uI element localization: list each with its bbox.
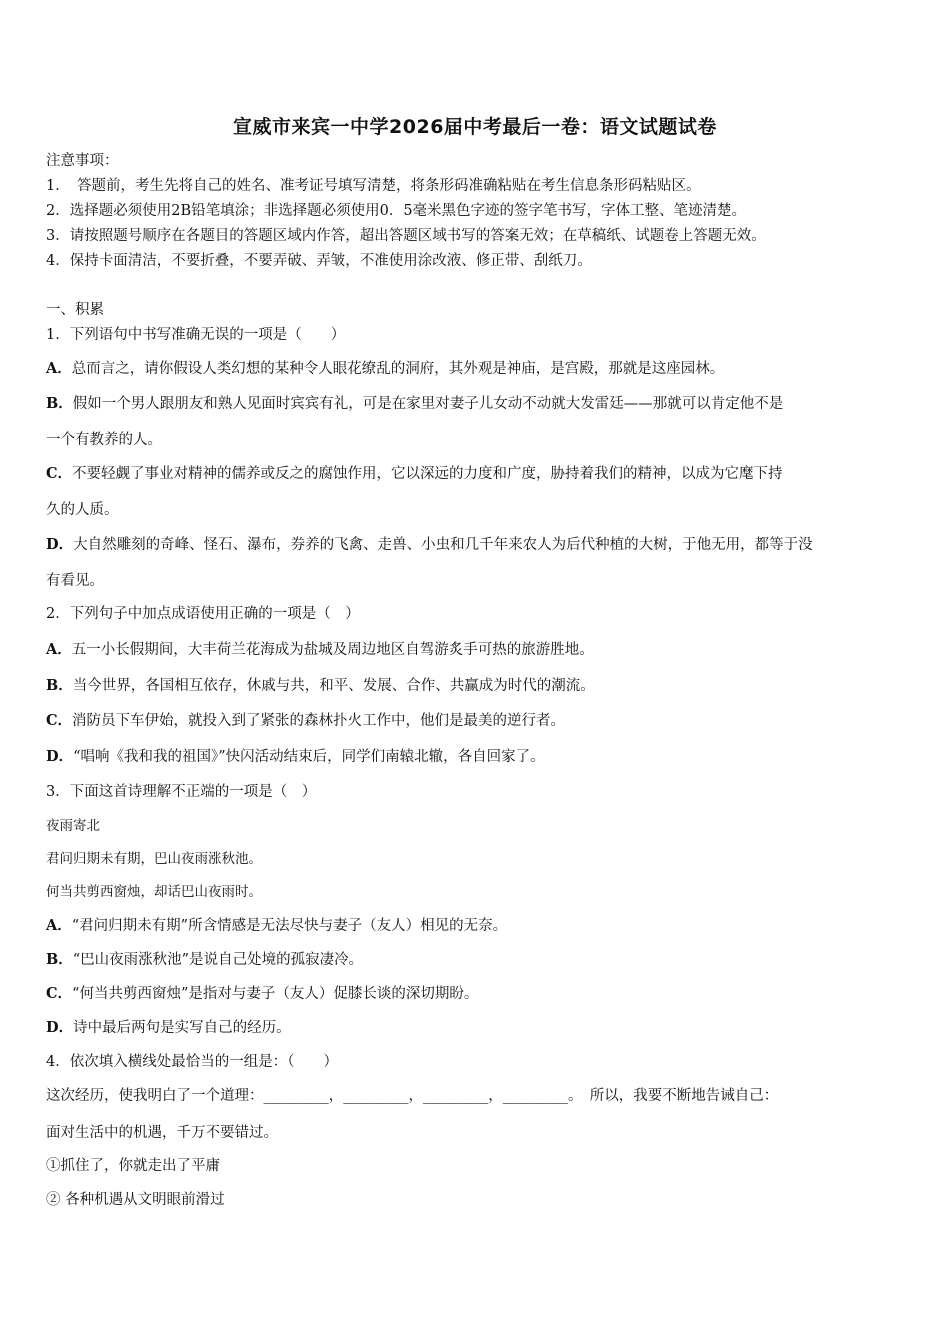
option-letter: A． xyxy=(46,360,72,377)
option-text: “何当共剪西窗烛”是指对与妻子（友人）促膝长谈的深切期盼。 xyxy=(72,986,479,1002)
q3-option-a xyxy=(46,916,507,936)
option-letter: C． xyxy=(46,465,73,482)
q4-item-2: ② 各种机遇从文明眼前滑过 xyxy=(46,1192,225,1208)
q3-option-b xyxy=(46,950,363,970)
option-letter: D． xyxy=(46,1019,74,1036)
q1-option-b xyxy=(46,394,783,414)
option-text: 假如一个男人跟朋友和熟人见面时宾宾有礼，可是在家里对妻子儿女动不动就大发雷廷——那就可以肯定他不是 xyxy=(72,396,784,412)
option-text: 当今世界，各国相互依存，休戚与共，和平、发展、合作、共赢成为时代的潮流。 xyxy=(72,678,595,694)
notice-item-2: 2．选择题必须使用2B铅笔填涂；非选择题必须使用0．5毫米黑色字迹的签字笔书写，字体工整、笔迹清楚。 xyxy=(46,203,747,219)
q2-stem: 2．下列句子中加点成语使用正确的一项是（ ） xyxy=(46,606,360,622)
option-letter: A． xyxy=(46,641,72,658)
poem-title: 夜雨寄北 xyxy=(46,818,100,834)
q1-stem: 1．下列语句中书写准确无误的一项是（ ） xyxy=(46,327,346,343)
option-text: 消防员下车伊始，就投入到了紧张的森林扑火工作中，他们是最美的逆行者。 xyxy=(72,713,566,729)
q1-option-c-cont: 久的人质。 xyxy=(46,502,119,518)
notice-item-3: 3．请按照题号顺序在各题目的答题区域内作答，超出答题区域书写的答案无效；在草稿纸、试题卷上答题无效。 xyxy=(46,228,766,244)
q2-option-b xyxy=(46,676,595,696)
notice-heading: 注意事项： xyxy=(46,153,119,169)
option-letter: D． xyxy=(46,748,74,765)
q1-option-d xyxy=(46,535,813,555)
q4-stem: 4．依次填入横线处最恰当的一组是：（ ） xyxy=(46,1054,338,1070)
q3-stem: 3．下面这首诗理解不正端的一项是（ ） xyxy=(46,784,317,800)
notice-item-1: 1． 答题前，考生先将自己的姓名、准考证号填写清楚，将条形码准确粘贴在考生信息条形码粘贴区。 xyxy=(46,178,701,194)
option-letter: B． xyxy=(46,395,73,412)
option-text: “君问归期未有期”所含情感是无法尽快与妻子（友人）相见的无奈。 xyxy=(71,918,508,934)
q1-option-a xyxy=(46,359,724,379)
section-heading: 一、积累 xyxy=(46,302,104,318)
q1-option-b-cont: 一个有教养的人。 xyxy=(46,432,162,448)
page-title: 宣威市来宾一中学2026届中考最后一卷：语文试题试卷 xyxy=(233,116,717,138)
q3-option-c xyxy=(46,984,478,1004)
option-text: 五一小长假期间，大丰荷兰花海成为盐城及周边地区自驾游炙手可热的旅游胜地。 xyxy=(71,642,594,658)
option-letter: C． xyxy=(46,985,73,1002)
q4-sentence: 这次经历，使我明白了一个道理：_________，_________，_________，_________。 所以，我要不断地告诫自己： xyxy=(46,1088,779,1104)
q4-sentence-cont: 面对生活中的机遇，千万不要错过。 xyxy=(46,1125,278,1141)
option-letter: B． xyxy=(46,677,73,694)
option-text: 大自然雕刻的奇峰、怪石、瀑布，券养的飞禽、走兽、小虫和几千年来农人为后代种植的大树，于他无用，都等于没 xyxy=(73,537,813,553)
notice-item-4: 4．保持卡面清洁，不要折叠，不要弄破、弄皱，不准使用涂改液、修正带、刮纸刀。 xyxy=(46,253,592,269)
option-text: 总而言之，请你假设人类幻想的某种令人眼花缭乱的洞府，其外观是神庙，是宫殿，那就是这座园林。 xyxy=(71,361,725,377)
poem-line-1: 君问归期未有期，巴山夜雨涨秋池。 xyxy=(46,851,262,867)
q1-option-d-cont: 有看见。 xyxy=(46,573,104,589)
option-letter: C． xyxy=(46,712,73,729)
poem-line-2: 何当共剪西窗烛，却话巴山夜雨时。 xyxy=(46,884,262,900)
q3-option-d xyxy=(46,1018,291,1038)
option-text: 不要轻觑了事业对精神的儒养或反之的腐蚀作用，它以深远的力度和广度，胁持着我们的精神，以成为它麾下持 xyxy=(72,466,783,482)
option-text: 诗中最后两句是实写自己的经历。 xyxy=(73,1020,291,1036)
q4-item-1: ①抓住了，你就走出了平庸 xyxy=(46,1158,220,1174)
q2-option-d xyxy=(46,747,545,767)
option-text: “唱响《我和我的祖国》”快闪活动结束后，同学们南辕北辙，各自回家了。 xyxy=(73,749,545,765)
option-letter: B． xyxy=(46,951,73,968)
option-text: “巴山夜雨涨秋池”是说自己处境的孤寂凄冷。 xyxy=(72,952,364,968)
option-letter: A． xyxy=(46,917,72,934)
option-letter: D． xyxy=(46,536,74,553)
q1-option-c xyxy=(46,464,783,484)
q2-option-a xyxy=(46,640,594,660)
q2-option-c xyxy=(46,711,565,731)
